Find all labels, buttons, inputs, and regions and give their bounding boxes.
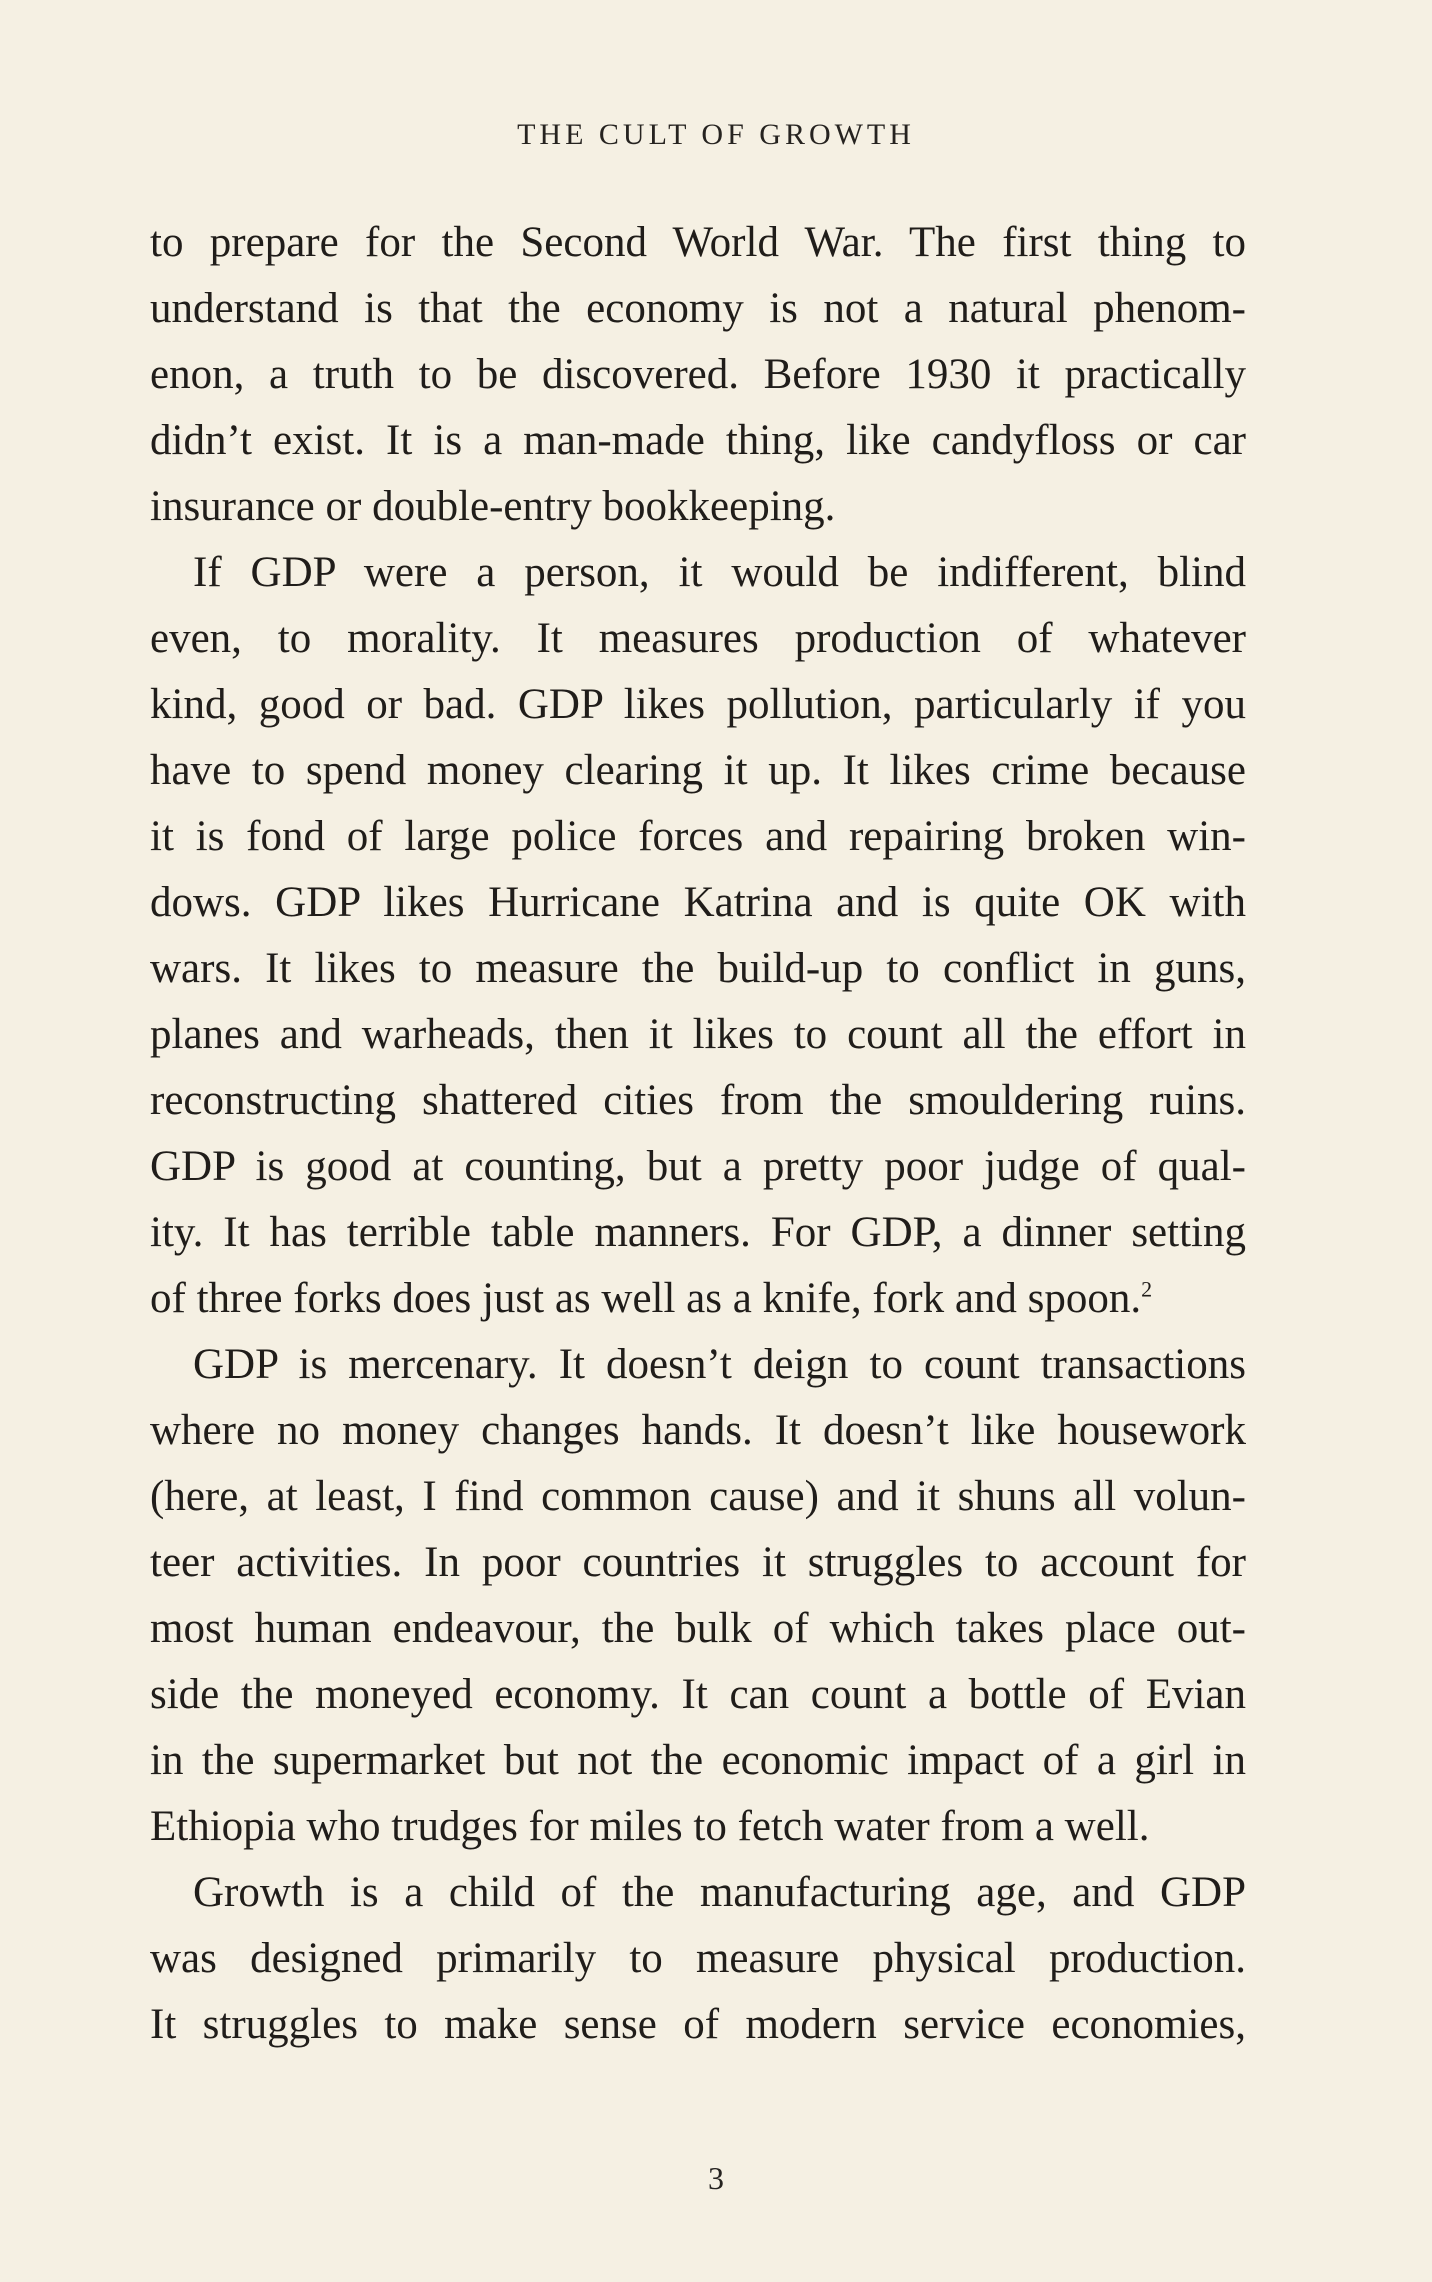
text-line: insurance or double-entry bookkeeping.: [150, 483, 836, 530]
text-line: If GDP were a person, it would be indifferent, blind: [193, 549, 1246, 596]
text-line: was designed primarily to measure physical production.: [150, 1935, 1246, 1982]
text-line: wars. It likes to measure the build-up to conflict in guns,: [150, 945, 1246, 992]
text-line: it is fond of large police forces and repairing broken win-: [150, 813, 1246, 860]
text-line: planes and warheads, then it likes to count all the effort in: [150, 1011, 1246, 1058]
text-line: understand is that the economy is not a natural phenom-: [150, 285, 1246, 332]
text-line: of three forks does just as well as a knife, fork and spoon.: [150, 1275, 1142, 1322]
text-line: side the moneyed economy. It can count a bottle of Evian: [150, 1671, 1246, 1718]
text-line: GDP is mercenary. It doesn’t deign to count transactions: [193, 1341, 1246, 1388]
text-line: enon, a truth to be discovered. Before 1930 it practically: [150, 351, 1246, 398]
text-line: Ethiopia who trudges for miles to fetch water from a well.: [150, 1803, 1150, 1850]
page-number: 3: [708, 2160, 724, 2196]
text-line: GDP is good at counting, but a pretty poor judge of qual-: [150, 1143, 1246, 1190]
text-line: have to spend money clearing it up. It likes crime because: [150, 747, 1246, 794]
text-line: (here, at least, I find common cause) and it shuns all volun-: [150, 1473, 1246, 1520]
text-line: teer activities. In poor countries it struggles to account for: [150, 1539, 1246, 1586]
text-line-with-footnote: [150, 1266, 1246, 1332]
text-line: Growth is a child of the manufacturing age, and GDP: [193, 1869, 1246, 1916]
text-line: reconstructing shattered cities from the smouldering ruins.: [150, 1077, 1246, 1124]
text-line: kind, good or bad. GDP likes pollution, particularly if you: [150, 681, 1246, 728]
running-head: THE CULT OF GROWTH: [517, 118, 915, 151]
footnote-reference[interactable]: 2: [1141, 1276, 1153, 1302]
text-line: in the supermarket but not the economic impact of a girl in: [150, 1737, 1246, 1784]
text-line: where no money changes hands. It doesn’t like housework: [150, 1407, 1246, 1454]
text-line: dows. GDP likes Hurricane Katrina and is quite OK with: [150, 879, 1246, 926]
text-line: ity. It has terrible table manners. For GDP, a dinner setting: [150, 1209, 1246, 1256]
text-line: didn’t exist. It is a man-made thing, like candyfloss or car: [150, 417, 1246, 464]
text-line: to prepare for the Second World War. The first thing to: [150, 219, 1246, 266]
body-text: [150, 210, 1246, 2058]
text-line: It struggles to make sense of modern service economies,: [150, 2001, 1246, 2048]
text-line: even, to morality. It measures production of whatever: [150, 615, 1246, 662]
text-line: most human endeavour, the bulk of which takes place out-: [150, 1605, 1246, 1652]
